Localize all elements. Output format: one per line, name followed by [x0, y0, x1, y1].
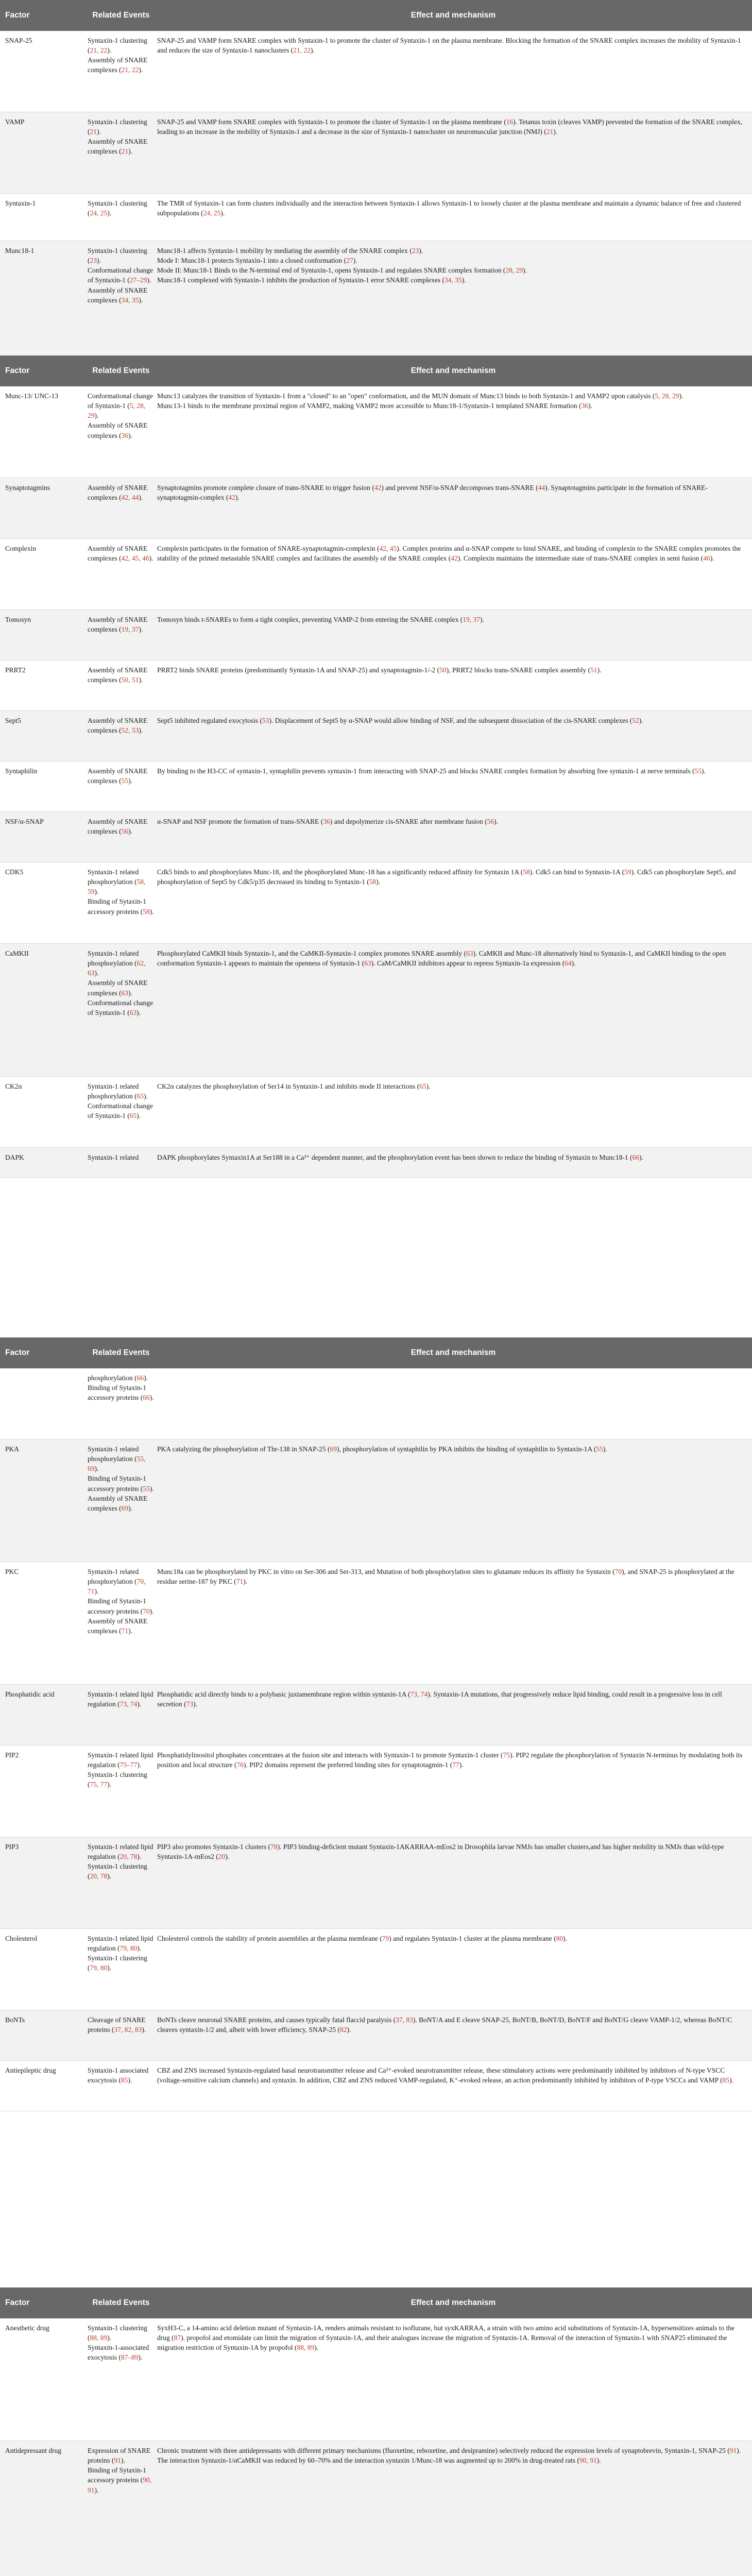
effect-cell: Munc18a can be phosphorylated by PKC in vitro on Ser-306 and Ser-313, and Mutation of both phosphorylation sites to glutamate reduces its affinity for Syntaxin (70), and SNAP-25 is phosphorylated at the residue serine-187 by PKC (71).	[157, 1568, 734, 1586]
factor-cell: Tomosyn	[5, 616, 31, 623]
table-section	[0, 1337, 752, 2111]
table-row	[0, 478, 752, 539]
related-events-cell: Assembly of SNARE complexes (50, 51).	[88, 666, 148, 684]
factor-cell: Munc18-1	[5, 247, 35, 255]
header-effect-mechanism: Effect and mechanism	[411, 11, 496, 20]
related-events-cell: Syntaxin-1 related phosphorylation (65). Conformational change of Syntaxin-1 (65).	[88, 1082, 153, 1120]
table-row	[0, 2061, 752, 2111]
factor-cell: PRRT2	[5, 666, 26, 674]
related-events-cell: Syntaxin-1 related	[88, 1154, 139, 1161]
factor-cell: BoNTs	[5, 2016, 25, 2024]
factor-cell: Munc-13/ UNC-13	[5, 392, 59, 400]
factor-cell: PKA	[5, 1445, 20, 1453]
table-row	[0, 1368, 752, 1439]
related-events-cell: Syntaxin-1 related phosphorylation (62, 63). Assembly of SNARE complexes (63). Conformational change of Syntaxin-1 (63).	[88, 950, 153, 1016]
table-row	[0, 386, 752, 478]
table-row	[0, 761, 752, 812]
table-section	[0, 0, 752, 386]
factor-cell: Anesthetic drug	[5, 2324, 49, 2332]
table-row	[0, 1148, 752, 1178]
factor-cell: Cholesterol	[5, 1935, 38, 1942]
header-related-events: Related Events	[92, 2298, 150, 2308]
factor-cell: PIP3	[5, 1843, 19, 1851]
related-events-cell: Assembly of SNARE complexes (19, 37).	[88, 616, 148, 634]
effect-cell: Munc13 catalyzes the transition of Syntaxin-1 from a "closed" to an "open" conformation, and the MUN domain of Munc13 binds to both Syntaxin-1 and VAMP2 upon catalysis (5, 28, 29). Munc13-1 binds to the membrane proximal region of VAMP2, making VAMP2 more accessible to Munc18-1/Syntaxin-1 templated SNARE formation (36).	[157, 392, 683, 410]
factor-cell: SNAP-25	[5, 37, 32, 44]
related-events-cell: Syntaxin-1 related phosphorylation (58, 59). Binding of Sytaxin-1 accessory proteins (58).	[88, 868, 154, 916]
factor-cell: PIP2	[5, 1751, 19, 1759]
table-header	[0, 0, 752, 31]
related-events-cell: phosphorylation (66). Binding of Sytaxin-1 accessory proteins (66).	[88, 1374, 154, 1402]
effect-cell: SyxH3-C, a 14-amino acid deletion mutant of Syntaxin-1A, renders animals resistant to isoflurane, but syxKARRAA, a strain with two amino acid substitutions of Syntaxin-1A, hypersensitizes animals to the drug (87). propofol and etomidate can limit the migration of Syntaxin-1A, and their analogues increase the migration of Syntaxin-1A. Removal of the interaction of Syntaxin-1 with SNAP25 eliminated the migration restriction of Syntaxin-1A by propofol (88, 89).	[157, 2324, 735, 2352]
factor-cell: Syntaxin-1	[5, 199, 36, 207]
effect-cell: Phosphorylated CaMKII binds Syntaxin-1, and the CaMKII-Syntaxin-1 complex promotes SNARE assembly (63). CaMKII and Munc-18 alternatively bind to Syntaxin-1, and CaMKII binding to the open conformation Syntaxin-1 appears to maintain the openness of Syntaxin-1 (63). CaM/CaMKII inhibitors appear to repress Syntaxin-1a expression (64).	[157, 950, 726, 968]
related-events-cell: Assembly of SNARE complexes (42, 44).	[88, 484, 148, 502]
effect-cell: Synaptotagmins promote complete closure of trans-SNARE to trigger fusion (42) and prevent NSF/α-SNAP decomposes trans-SNARE (44). Synaptotagmins participate in the formation of SNARE-synaptotagmin-complex (42).	[157, 484, 708, 502]
effect-cell: Complexin participates in the formation of SNARE-synaptotagmin-complexin (42, 45). Complex proteins and α-SNAP compete to bind SNARE, and binding of complexin to the SNARE complex promotes the stability of the primed metastable SNARE complex and facilitates the assembly of the SNARE complex (42). Complexin maintains the intermediate state of trans-SNARE complex in semi fusion (46).	[157, 545, 741, 563]
table-row	[0, 2441, 752, 2576]
related-events-cell: Syntaxin-1 related lipid regulation (75–77). Syntaxin-1 clustering (75, 77).	[88, 1751, 153, 1789]
related-events-cell: Cleavage of SNARE proteins (37, 82, 83).	[88, 2016, 146, 2034]
table-row	[0, 1077, 752, 1148]
related-events-cell: Syntaxin-1 related phosphorylation (70, 71). Binding of Sytaxin-1 accessory proteins (70). Assembly of SNARE complexes (71).	[88, 1568, 154, 1635]
table-row	[0, 539, 752, 610]
header-factor: Factor	[5, 1348, 30, 1358]
table-row	[0, 660, 752, 711]
related-events-cell: Conformational change of Syntaxin-1 (5, 28, 29). Assembly of SNARE complexes (36).	[88, 392, 153, 439]
table-row	[0, 1562, 752, 1685]
factor-cell: CK2α	[5, 1082, 22, 1090]
factor-cell: VAMP	[5, 118, 25, 126]
related-events-cell: Assembly of SNARE complexes (55).	[88, 767, 148, 785]
factor-cell: Antidepressant drug	[5, 2447, 62, 2454]
effect-cell: Phosphatidic acid directly binds to a polybasic juxtamembrane region within syntaxin-1A (73, 74). Syntaxin-1A mutations, that progressively reduce lipid binding, could result in a progressive loss in cell secretion (73).	[157, 1690, 722, 1708]
factor-cell: Syntaphilin	[5, 767, 38, 775]
related-events-cell: Syntaxin-1 clustering (21, 22). Assembly of SNARE complexes (21, 22).	[88, 37, 148, 74]
related-events-cell: Syntaxin-1 clustering (21). Assembly of SNARE complexes (21).	[88, 118, 148, 156]
effect-cell: BoNTs cleave neuronal SNARE proteins, and causes typically fatal flaccid paralysis (37, 83). BoNT/A and E cleave SNAP-25, BoNT/B, BoNT/D, BoNT/F and BoNT/G cleave VAMP-1/2, whereas BoNT/C cleaves syntaxin-1/2 and, albeit with lower efficiency, SNAP-25 (82).	[157, 2016, 732, 2034]
effect-cell: CK2α catalyzes the phosphorylation of Ser14 in Syntaxin-1 and inhibits mode II interactions (65).	[157, 1082, 431, 1090]
table-row	[0, 812, 752, 862]
factor-cell: Antiepileptic drug	[5, 2066, 56, 2074]
effect-cell: Sept5 inhibited regulated exocytosis (53). Displacement of Sept5 by α-SNAP would allow binding of NSF, and the subsequent dissociation of the cis-SNARE complexes (52).	[157, 717, 643, 724]
table-row	[0, 1685, 752, 1745]
table-header	[0, 1337, 752, 1368]
table-header	[0, 2287, 752, 2318]
factor-cell: DAPK	[5, 1154, 24, 1161]
table-row	[0, 1837, 752, 1929]
factor-cell: CDK5	[5, 868, 24, 876]
related-events-cell: Syntaxin-1 related lipid regulation (20, 78). Syntaxin-1 clustering (20, 78).	[88, 1843, 153, 1880]
table-row	[0, 711, 752, 761]
header-factor: Factor	[5, 2298, 30, 2308]
effect-cell: SNAP-25 and VAMP form SNARE complex with Syntaxin-1 to promote the cluster of Syntaxin-1 on the plasma membrane. Blocking the formation of the SNARE complex increases the mobility of Syntaxin-1 and reduces the size of Syntaxin-1 nanoclusters (21, 22).	[157, 37, 741, 55]
table-section	[0, 2287, 752, 2576]
table-row	[0, 862, 752, 944]
table-row	[0, 944, 752, 1077]
effect-cell: SNAP-25 and VAMP form SNARE complex with Syntaxin-1 to promote the cluster of Syntaxin-1 on the plasma membrane (16). Tetanus toxin (cleaves VAMP) prevented the formation of the SNARE complex, leading to an increase in the mobility of Syntaxin-1 and a decrease in the size of Syntaxin-1 nanocluster on neuromuscular junction (NMJ) (21).	[157, 118, 743, 136]
related-events-cell: Syntaxin-1 associated exocytosis (85).	[88, 2066, 149, 2084]
table-row	[0, 1439, 752, 1562]
related-events-cell: Assembly of SNARE complexes (42, 45, 46).	[88, 545, 153, 563]
effect-cell: Cdk5 binds to and phosphorylates Munc-18, and the phosphorylated Munc-18 has a significantly reduced affinity for Syntaxin 1A (58). Cdk5 can bind to Syntaxin-1A (59). Cdk5 can phosphorylate Sept5, and phosphorylation of Sept5 by Cdk5/p35 decreased its binding to Syntaxin-1 (58).	[157, 868, 736, 886]
effect-cell: The TMR of Syntaxin-1 can form clusters individually and the interaction between Syntaxin-1 allows Syntaxin-1 to loosely cluster at the plasma membrane and maintain a dynamic balance of free and clustered subpopulations (24, 25).	[157, 199, 741, 217]
effect-cell: PRRT2 binds SNARE proteins (predominantly Syntaxin-1A and SNAP-25) and synaptotagmin-1/-2 (50), PRRT2 blocks trans-SNARE complex assembly (51).	[157, 666, 602, 674]
header-related-events: Related Events	[92, 366, 150, 376]
table-header	[0, 355, 752, 386]
related-events-cell: Syntaxin-1 related lipid regulation (79, 80). Syntaxin-1 clustering (79, 80).	[88, 1935, 153, 1972]
factor-cell: CaMKII	[5, 950, 29, 957]
factor-cell: Sept5	[5, 717, 21, 724]
related-events-cell: Expression of SNARE proteins (91). Binding of Sytaxin-1 accessory proteins (90, 91).	[88, 2447, 152, 2494]
effect-cell: Cholesterol controls the stability of protein assemblies at the plasma membrane (79) and regulates Syntaxin-1 cluster at the plasma membrane (80).	[157, 1935, 567, 1942]
factor-cell: Complexin	[5, 545, 36, 552]
header-factor: Factor	[5, 11, 30, 20]
factor-cell: NSF/α-SNAP	[5, 818, 44, 825]
table-row	[0, 1745, 752, 1837]
effect-cell: Munc18-1 affects Syntaxin-1 mobility by mediating the assembly of the SNARE complex (23). Mode I: Munc18-1 protects Syntaxin-1 into a closed conformation (27). Mode II: Munc18-1 Binds to the N-terminal end of Syntaxin-1, opens Syntaxin-1 and regulates SNARE complex formation (28, 29). Munc18-1 complexed with Syntaxin-1 inhibits the production of Syntaxin-1 error SNARE complexes (34, 35).	[157, 247, 527, 284]
header-factor: Factor	[5, 366, 30, 376]
header-related-events: Related Events	[92, 1348, 150, 1358]
related-events-cell: Assembly of SNARE complexes (52, 53).	[88, 717, 148, 735]
related-events-cell: Syntaxin-1 related phosphorylation (55, 69). Binding of Sytaxin-1 accessory proteins (55). Assembly of SNARE complexes (69).	[88, 1445, 154, 1512]
related-events-cell: Assembly of SNARE complexes (56).	[88, 818, 148, 836]
table-row	[0, 1929, 752, 2010]
effect-cell: DAPK phosphorylates Syntaxin1A at Ser188 in a Ca²⁺ dependent manner, and the phosphorylation event has been shown to reduce the binding of Syntaxin to Munc18-1 (66).	[157, 1154, 643, 1161]
effect-cell: PKA catalyzing the phosphorylation of Thr-138 in SNAP-25 (69), phosphorylation of syntaphilin by PKA inhibits the binding of syntaphilin to Syntaxin-1A (55).	[157, 1445, 607, 1453]
factor-cell: Phosphatidic acid	[5, 1690, 55, 1698]
table-row	[0, 31, 752, 112]
related-events-cell: Syntaxin-1 clustering (24, 25).	[88, 199, 147, 217]
effect-cell: By binding to the H3-CC of syntaxin-1, syntaphilin prevents syntaxin-1 from interacting with SNAP-25 and blocks SNARE complex formation by absorbing free syntaxin-1 at nerve terminals (55).	[157, 767, 706, 775]
factor-cell: PKC	[5, 1568, 19, 1575]
related-events-cell: Syntaxin-1 clustering (23). Conformational change of Syntaxin-1 (27–29). Assembly of SNARE complexes (34, 35).	[88, 247, 153, 304]
header-effect-mechanism: Effect and mechanism	[411, 366, 496, 376]
related-events-cell: Syntaxin-1 clustering (88, 89). Syntaxin-1-associated exocytosis (87–89).	[88, 2324, 149, 2362]
effect-cell: Tomosyn binds t-SNAREs to form a tight complex, preventing VAMP-2 from entering the SNARE complex (19, 37).	[157, 616, 484, 623]
table-row	[0, 2010, 752, 2061]
related-events-cell: Syntaxin-1 related lipid regulation (73, 74).	[88, 1690, 153, 1708]
effect-cell: Phosphatidylinositol phosphates concentrates at the fusion site and interacts with Syntaxin-1 to promote Syntaxin-1 cluster (75). PIP2 regulate the phosphorylation of Syntaxin N-terminus by modulating both its position and local structure (76). PIP2 domains represent the preferred binding sites for synaptotagmin-1 (77).	[157, 1751, 743, 1769]
header-effect-mechanism: Effect and mechanism	[411, 1348, 496, 1358]
table-row	[0, 194, 752, 241]
table-row	[0, 2318, 752, 2441]
header-related-events: Related Events	[92, 11, 150, 20]
table-section	[0, 355, 752, 1178]
effect-cell: Chronic treatment with three antidepressants with different primary mechanisms (fluoxetine, reboxetine, and desipramine) selectively reduced the expression levels of synaptobrevin, Syntaxin-1, SNAP-25 (91). The interaction Syntaxin-1/αCaMKII was reduced by 60–70% and the interaction syntaxin 1/Munc-18 was augmented up to 200% in drug-treated rats (90, 91).	[157, 2447, 741, 2465]
header-effect-mechanism: Effect and mechanism	[411, 2298, 496, 2308]
effect-cell: PIP3 also promotes Syntaxin-1 clusters (78). PIP3 binding-deficient mutant Syntaxin-1AKARRAA-mEos2 in Drosophila larvae NMJs has smaller clusters,and has higher mobility in NMJs than wild-type Syntaxin-1A-mEos2 (20).	[157, 1843, 724, 1861]
effect-cell: α-SNAP and NSF promote the formation of trans-SNARE (36) and depolymerize cis-SNARE after membrane fusion (56).	[157, 818, 498, 825]
factor-cell: Synaptotagmins	[5, 484, 50, 492]
table-row	[0, 112, 752, 194]
effect-cell: CBZ and ZNS increased Syntaxin-regulated basal neurotransmitter release and Ca²⁺-evoked neurotransmitter release, these stimulatory actions were predominantly inhibited by inhibitors of N-type VSCC (voltage-sensitive calcium channels) and syntaxin. In addition, CBZ and ZNS reduced VAMP-regulated, K⁺-evoked release, an action predominantly inhibited by inhibitors of P-type VSCCs and VAMP (85).	[157, 2066, 733, 2084]
table-row	[0, 610, 752, 660]
